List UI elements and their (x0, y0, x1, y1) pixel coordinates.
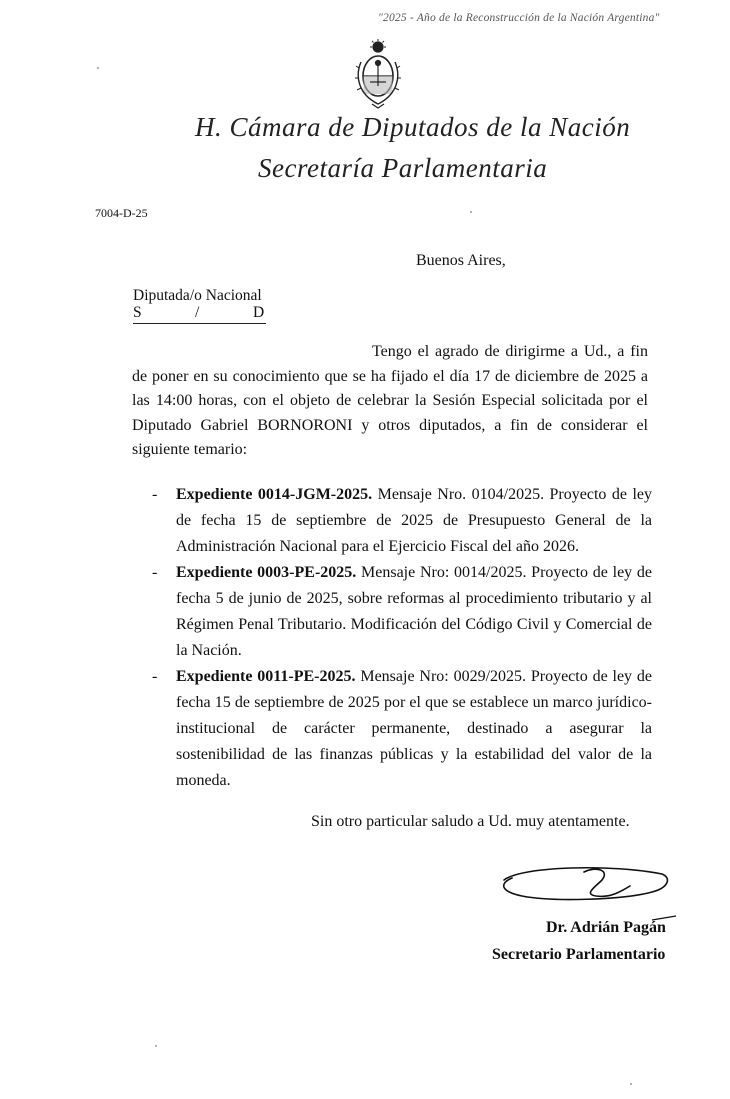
scan-speck (97, 67, 99, 69)
header-motto: "2025 - Año de la Reconstrucción de la Nación Argentina" (378, 12, 660, 24)
agenda-bullet: - (152, 564, 158, 581)
closing-line: Sin otro particular saludo a Ud. muy atentamente. (311, 813, 630, 830)
addressee-s: S (133, 304, 142, 321)
agenda-item (152, 664, 652, 794)
agenda-item (152, 482, 652, 560)
addressee-line: Diputada/o Nacional (133, 287, 262, 304)
agenda-item-title: Expediente 0003-PE-2025. (176, 564, 357, 581)
signer-title: Secretario Parlamentario (492, 946, 666, 963)
agenda-item (152, 560, 652, 664)
agenda-item-text: Mensaje Nro: 0029/2025. Proyecto de ley de fecha 15 de septiembre de 2025 por el que se establece un marco jurídico-institucional de carácter permanente, destinado a asegurar la sostenibilidad de las finanzas públicas y la estabilidad del valor de la moneda. (176, 668, 652, 789)
agenda-list (152, 482, 652, 794)
agenda-item-text: Mensaje Nro: 0014/2025. Proyecto de ley de fecha 5 de junio de 2025, sobre reformas al procedimiento tributario y al Régimen Penal Tributario. Modificación del Código Civil y Comercial de la Nación. (176, 564, 652, 659)
scan-speck (470, 211, 472, 213)
addressee-slash: / (195, 304, 200, 321)
agenda-item-text: Mensaje Nro. 0104/2025. Proyecto de ley de fecha 15 de septiembre de 2025 de Presupuesto General de la Administración Nacional para el Ejercicio Fiscal del año 2026. (176, 486, 652, 555)
reference-number: 7004-D-25 (95, 206, 148, 220)
scan-speck (630, 1083, 632, 1085)
place-date: Buenos Aires, (416, 252, 506, 269)
handwritten-signature (492, 858, 677, 924)
addressee-salutation (133, 304, 266, 324)
agenda-bullet: - (152, 668, 158, 685)
agenda-item-title: Expediente 0011-PE-2025. (176, 668, 356, 685)
agenda-item-title: Expediente 0014-JGM-2025. (176, 486, 373, 503)
coat-of-arms-icon (352, 38, 404, 110)
agenda-bullet: - (152, 486, 158, 503)
signer-name: Dr. Adrián Pagán (546, 919, 666, 936)
addressee-d: D (253, 304, 265, 321)
chamber-title: H. Cámara de Diputados de la Nación (195, 112, 631, 142)
scan-speck (155, 1045, 157, 1047)
secretariat-title: Secretaría Parlamentaria (258, 153, 548, 183)
body-paragraph: Tengo el agrado de dirigirme a Ud., a fin de poner en su conocimiento que se ha fijado el día 17 de diciembre de 2025 a las 14:00 horas, con el objeto de celebrar la Sesión Especial solicitada por el Diputado Gabriel BORNORONI y otros diputados, a fin de considerar el siguiente temario: (132, 343, 648, 458)
